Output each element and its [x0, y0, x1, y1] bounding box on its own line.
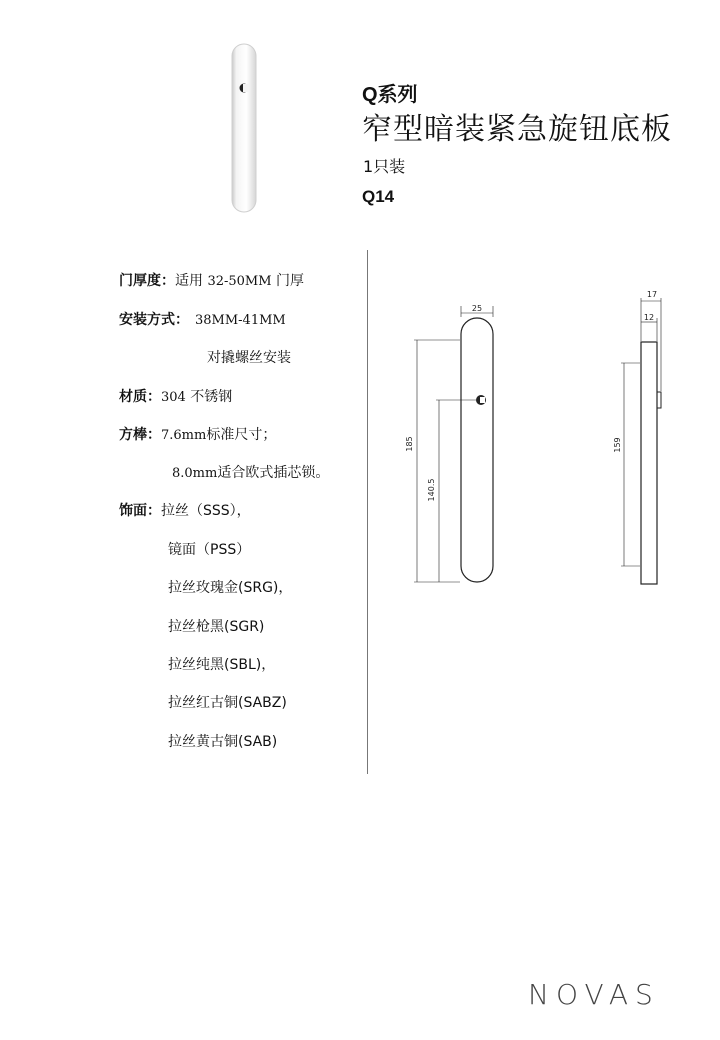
spec-door-thickness: 门厚度：适用 32-50MM 门厚 — [119, 273, 305, 289]
spec-label: 安装方式： — [119, 312, 189, 328]
spec-install-method: 对撬螺丝安装 — [207, 350, 291, 366]
finish-item: 拉丝玫瑰金(SRG)， — [168, 580, 293, 596]
product-photo — [224, 40, 264, 216]
spec-label: 方棒： — [119, 427, 161, 443]
dim-height: 185 — [405, 436, 414, 452]
finish-item: 镜面（PSS） — [168, 542, 251, 558]
side-view-plate — [641, 342, 657, 584]
finish-item: 拉丝枪黑(SGR) — [168, 619, 265, 635]
finish-item: 拉丝黄古铜(SAB) — [168, 734, 278, 750]
spec-finish — [119, 500, 251, 520]
dim-side-depth: 17 — [646, 290, 658, 299]
spec-material: 材质：304 不锈钢 — [119, 389, 233, 405]
spec-label: 材质： — [119, 389, 161, 405]
finish-item: 拉丝红古铜(SABZ) — [168, 695, 287, 711]
product-code: Q14 — [362, 187, 395, 206]
brand-logo: NOVAS — [528, 978, 660, 1011]
front-view-plate — [461, 318, 493, 582]
product-title: 窄型暗装紧急旋钮底板 — [362, 112, 672, 147]
finish-item: 拉丝（SSS）， — [161, 503, 251, 519]
spec-spindle-alt: 8.0mm适合欧式插芯锁。 — [172, 465, 330, 481]
technical-drawing — [400, 280, 690, 590]
spec-label: 门厚度： — [119, 273, 175, 289]
dim-center: 140.5 — [427, 478, 436, 502]
dim-side-height: 159 — [613, 437, 622, 453]
series-label: Q系列 — [362, 84, 418, 106]
column-divider — [367, 250, 368, 774]
spec-spindle: 方棒：7.6mm标准尺寸； — [119, 427, 277, 443]
spec-label: 饰面： — [119, 503, 161, 519]
spec-install: 安装方式： 38MM-41MM — [119, 312, 286, 328]
finish-item: 拉丝纯黑(SBL)， — [168, 657, 276, 673]
dim-width: 25 — [471, 304, 483, 313]
dim-side-plate: 12 — [643, 313, 655, 322]
pack-quantity: 1只装 — [363, 157, 406, 176]
